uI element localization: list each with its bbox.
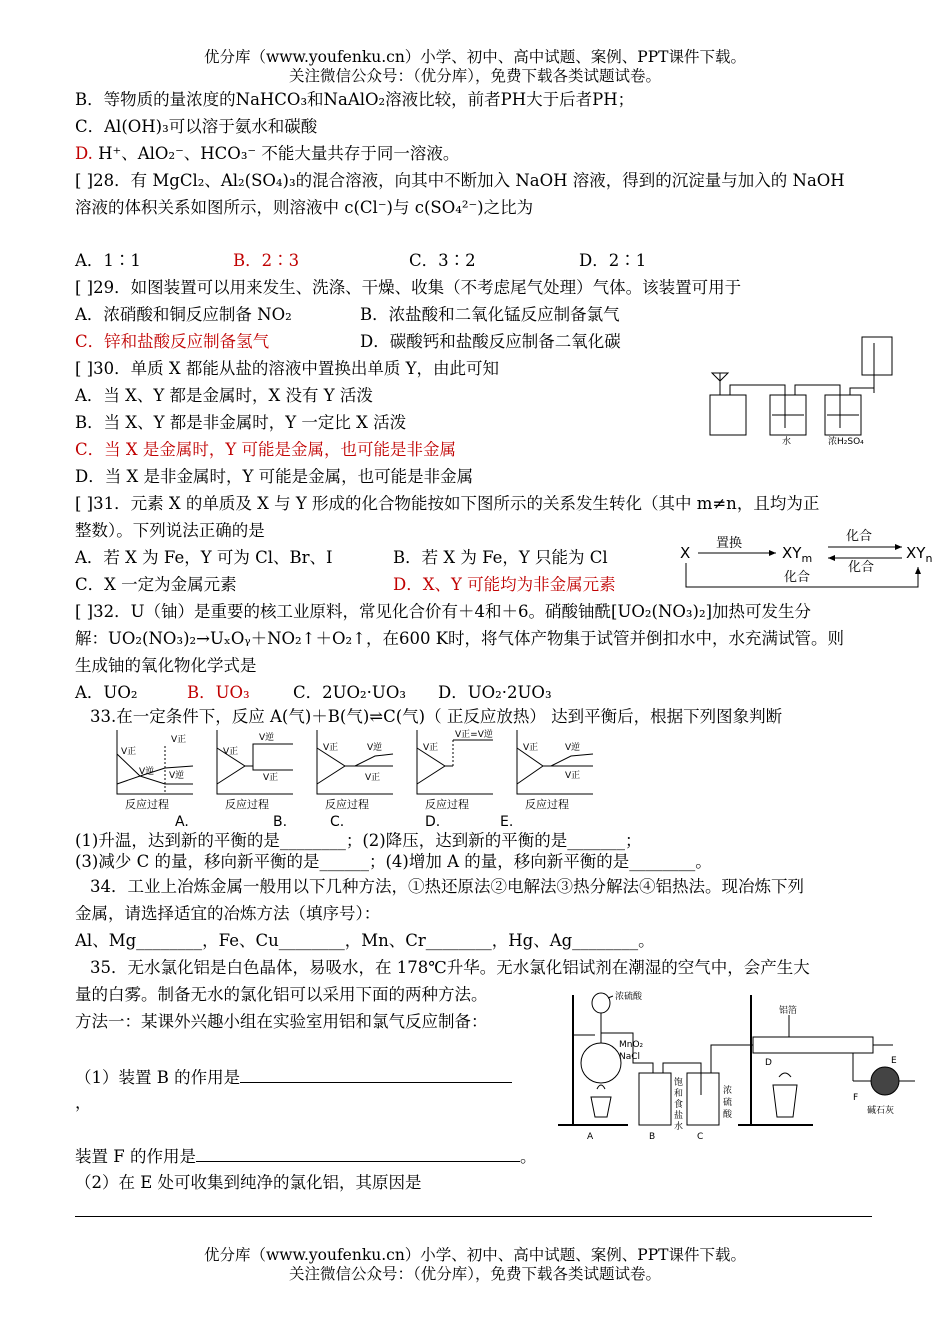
- q34-line-3: Al、Mg________，Fe、Cu________，Mn、Cr________，Hg、Ag________。: [75, 931, 655, 950]
- q30-stem: [ ]30．单质 X 都能从盐的溶液中置换出单质 Y，由此可知: [75, 359, 499, 378]
- diagram-combine-bottom: 化合: [784, 570, 811, 585]
- label-al-foil: 铝箔: [779, 1006, 798, 1016]
- q31-stem-line-1: [ ]31．元素 X 的单质及 X 与 Y 形成的化合物能按如下图所示的关系发生转化（其中 m≠n，且均为正: [75, 494, 820, 513]
- q29-option-a: A．浓硝酸和铜反应制备 NO₂: [75, 305, 292, 324]
- q35-line-2: 量的白雾。制备无水的氯化铝可以采用下面的两种方法。: [75, 985, 488, 1004]
- q32-stem-line-2: 解：UO₂(NO₃)₂→UₓOᵧ＋NO₂↑＋O₂↑，在600 K时，将气体产物集于试管并倒扣水中，水充满试管。则: [75, 629, 845, 648]
- svg-text:V逆: V逆: [259, 733, 275, 743]
- svg-text:硫: 硫: [723, 1098, 733, 1108]
- label-mno2: MnO₂: [619, 1040, 644, 1050]
- q35-answer-blank-1[interactable]: [240, 1066, 512, 1083]
- q33-graphs: [105, 726, 605, 831]
- svg-text:浓: 浓: [723, 1086, 733, 1096]
- q32-stem-line-3: 生成铀的氧化物化学式是: [75, 656, 257, 675]
- svg-text:酸: 酸: [723, 1110, 733, 1120]
- q34-line-2: 金属，请选择适宜的冶炼方法（填序号）：: [75, 904, 381, 923]
- q32-options: [75, 682, 552, 704]
- gas-apparatus-figure: [700, 333, 900, 445]
- diagram-xym: $XY_m$: [782, 544, 813, 565]
- alcl3-apparatus-figure: [553, 985, 923, 1143]
- header-line-1: 优分库（www.youfenku.cn）小学、初中、高中试题、案例、PPT课件下载。: [203, 48, 747, 66]
- svg-text:V正: V正: [121, 747, 137, 757]
- q28-option-a: A．1∶1: [75, 251, 141, 270]
- q28-options: [75, 250, 646, 272]
- label-nacl: NaCl: [619, 1052, 641, 1062]
- q31-row-2: [75, 574, 616, 596]
- q35-part-2: [75, 1145, 536, 1168]
- graph-label-c: C.: [330, 814, 345, 830]
- q29-option-c: C．锌和盐酸反应制备氢气: [75, 332, 270, 351]
- q35-part-1-text: （1）装置 B 的作用是: [75, 1068, 241, 1087]
- footer-rule: [75, 1216, 872, 1217]
- q29-stem: [ ]29．如图装置可以用来发生、洗涤、干燥、收集（不考虑尾气处理）气体。该装置可用于: [75, 278, 742, 297]
- q35-answer-blank-2[interactable]: [196, 1145, 520, 1162]
- q27-option-c: C．Al(OH)₃可以溶于氨水和碳酸: [75, 117, 318, 136]
- graph-label-a: A.: [175, 814, 189, 830]
- label-b: B: [649, 1132, 656, 1142]
- graph-b: [217, 730, 293, 811]
- svg-text:V正: V正: [171, 735, 187, 745]
- q32-stem-line-1: [ ]32．U（铀）是重要的核工业原料，常见化合价有＋4和＋6。硝酸铀酰[UO₂(NO₃)₂]加热可发生分: [75, 602, 812, 621]
- label-f: F: [853, 1093, 859, 1103]
- q29-option-d: D．碳酸钙和盐酸反应制备二氧化碳: [360, 332, 621, 351]
- svg-text:V逆: V逆: [169, 771, 185, 781]
- svg-text:食: 食: [674, 1100, 684, 1110]
- q31-option-c: C．X 一定为金属元素: [75, 575, 237, 594]
- q33-line-2: (3)减少 C 的量，移向新平衡的是______；(4)增加 A 的量，移向新平衡的是________。: [75, 852, 712, 871]
- generator-bottle: [710, 395, 746, 435]
- q31-option-b: B．若 X 为 Fe，Y 只能为 Cl: [393, 548, 608, 567]
- svg-text:V正: V正: [523, 743, 539, 753]
- label-soda-lime: 碱石灰: [867, 1106, 895, 1116]
- diagram-combine-top: 化合: [846, 529, 873, 544]
- label-e: E: [891, 1056, 897, 1066]
- q27-option-b: B．等物质的量浓度的NaHCO₃和NaAlO₂溶液比较，前者PH大于后者PH；: [75, 90, 635, 109]
- q33-stem: 33.在一定条件下，反应 A(气)＋B(气)⇌C(气)（ 正反应放热） 达到平衡后，根据下列图象判断: [90, 707, 783, 726]
- svg-text:反应过程: 反应过程: [525, 798, 569, 811]
- graph-a: [117, 730, 193, 811]
- svg-text:V逆: V逆: [367, 743, 383, 753]
- collection-flask: [862, 337, 892, 375]
- graph-label-d: D.: [425, 814, 441, 830]
- q29-row-1: [75, 304, 620, 326]
- svg-text:V正: V正: [365, 773, 381, 783]
- graph-label-b: B.: [273, 814, 288, 830]
- q35-part-3: （2）在 E 处可收集到纯净的氯化铝，其原因是: [75, 1173, 422, 1192]
- svg-text:反应过程: 反应过程: [425, 798, 469, 811]
- q35-part-1-comma: ，: [75, 1093, 92, 1112]
- q32-option-a: A．UO₂: [75, 683, 138, 702]
- label-a: A: [587, 1132, 594, 1142]
- svg-text:反应过程: 反应过程: [125, 798, 169, 811]
- q35-part-2-end: 。: [519, 1147, 537, 1166]
- diagram-combine-mid: 化合: [848, 560, 875, 575]
- q35-line-1: 35．无水氯化铝是白色晶体，易吸水，在 178℃升华。无水氯化铝试剂在潮湿的空气中，会产生大: [90, 958, 810, 977]
- q27-option-d: [75, 143, 459, 165]
- label-water: 水: [782, 437, 792, 445]
- q31-option-d: D．X、Y 可能均为非金属元素: [393, 575, 616, 594]
- svg-text:盐: 盐: [674, 1111, 684, 1121]
- q34-line-1: 34．工业上冶炼金属一般用以下几种方法，①热还原法②电解法③热分解法④铝热法。现冶炼下列: [90, 877, 804, 896]
- graph-label-e: E.: [500, 814, 514, 830]
- diagram-x: X: [680, 544, 691, 562]
- svg-text:和: 和: [674, 1089, 684, 1099]
- svg-text:饱: 饱: [674, 1078, 684, 1088]
- svg-text:V正: V正: [323, 743, 339, 753]
- q28-option-b: B．2∶3: [233, 251, 300, 270]
- label-c: C: [697, 1132, 704, 1142]
- label-d: D: [765, 1058, 772, 1068]
- q30-option-c: C．当 X 是金属时，Y 可能是金属，也可能是非金属: [75, 440, 456, 459]
- q30-option-a: A．当 X、Y 都是金属时，X 没有 Y 活泼: [75, 386, 373, 405]
- q28-stem-line-2: 溶液的体积关系如图所示，则溶液中 c(Cl⁻)与 c(SO₄²⁻)之比为: [75, 198, 534, 217]
- q31-row-1: [75, 547, 608, 569]
- q32-option-c: C．2UO₂·UO₃: [293, 683, 406, 702]
- graph-e: [517, 730, 593, 811]
- q31-stem-line-2: 整数）。下列说法正确的是: [75, 521, 265, 540]
- label-conc-acid: 浓H₂SO₄: [828, 437, 864, 445]
- q28-option-d: D．2∶1: [579, 251, 647, 270]
- graph-d: [417, 728, 493, 811]
- svg-text:V正=V逆: V正=V逆: [455, 730, 493, 740]
- footer-line-1: 优分库（www.youfenku.cn）小学、初中、高中试题、案例、PPT课件下载。: [203, 1246, 747, 1264]
- q31-option-a: A．若 X 为 Fe，Y 可为 Cl、Br、I: [75, 548, 333, 567]
- q33-line-1: (1)升温，达到新的平衡的是________；(2)降压，达到新的平衡的是_______；: [75, 831, 642, 850]
- q32-option-b: B．UO₃: [187, 683, 250, 702]
- q35-part-2-text: 装置 F 的作用是: [75, 1147, 196, 1166]
- q27-option-d-text: H⁺、AlO₂⁻、HCO₃⁻ 不能大量共存于同一溶液。: [92, 144, 460, 163]
- svg-text:V正: V正: [223, 747, 239, 757]
- diagram-xyn: $XY_n$: [906, 544, 933, 565]
- diagram-replace: 置换: [716, 536, 743, 551]
- graph-c: [317, 730, 393, 811]
- soda-lime-tube: [871, 1067, 899, 1095]
- q27-option-d-mark: D.: [75, 144, 93, 163]
- svg-text:水: 水: [674, 1122, 684, 1132]
- svg-text:V逆: V逆: [139, 767, 155, 777]
- conversion-diagram: [676, 525, 946, 595]
- q28-option-c: C．3∶2: [409, 251, 476, 270]
- q30-option-b: B．当 X、Y 都是非金属时，Y 一定比 X 活泼: [75, 413, 407, 432]
- q32-option-d: D．UO₂·2UO₃: [438, 683, 552, 702]
- svg-text:V正: V正: [565, 771, 581, 781]
- q30-option-d: D．当 X 是非金属时，Y 可能是金属，也可能是非金属: [75, 467, 474, 486]
- q35-part-1: [75, 1066, 512, 1089]
- svg-text:反应过程: 反应过程: [225, 798, 269, 811]
- svg-text:反应过程: 反应过程: [325, 798, 369, 811]
- q29-option-b: B．浓盐酸和二氧化锰反应制备氯气: [360, 305, 620, 324]
- q35-line-3: 方法一：某课外兴趣小组在实验室用铝和氯气反应制备：: [75, 1012, 488, 1031]
- svg-text:V正: V正: [423, 743, 439, 753]
- header-line-2: 关注微信公众号：（优分库），免费下载各类试题试卷。: [288, 67, 661, 85]
- svg-text:V逆: V逆: [565, 743, 581, 753]
- q29-row-2: [75, 331, 621, 353]
- svg-text:V正: V正: [263, 773, 279, 783]
- q28-stem-line-1: [ ]28．有 MgCl₂、Al₂(SO₄)₃的混合溶液，向其中不断加入 NaOH 溶液，得到的沉淀量与加入的 NaOH: [75, 171, 845, 190]
- footer-line-2: 关注微信公众号：（优分库），免费下载各类试题试卷。: [288, 1265, 661, 1283]
- label-conc-sulfuric: 浓硫酸: [615, 992, 643, 1002]
